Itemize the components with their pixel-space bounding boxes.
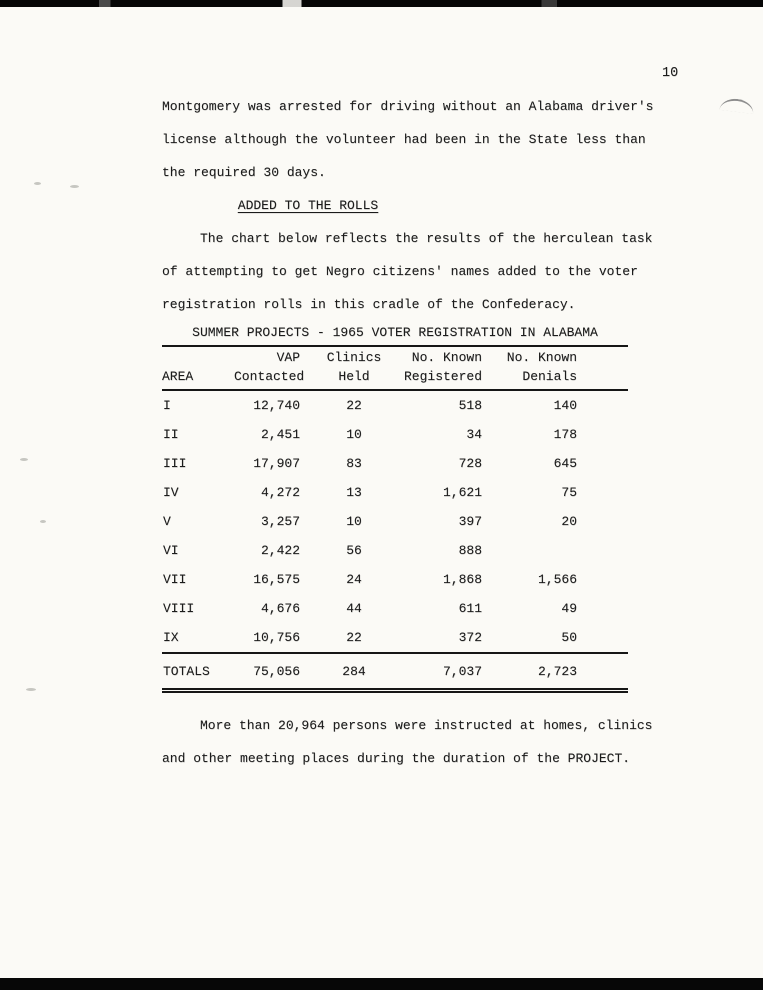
cell-area: IV (163, 485, 179, 500)
cell-denials: 1,566 (537, 572, 577, 587)
cell-registered: 372 (458, 630, 482, 645)
paragraph (162, 709, 653, 775)
header-cell-vap: Contacted (234, 367, 314, 390)
header-cell-clinics: Held (314, 367, 394, 390)
cell-clinics: 83 (346, 456, 362, 471)
paragraph-line: and other meeting places during the duration of the PROJECT. (162, 751, 631, 766)
cell-clinics: 56 (346, 543, 362, 558)
cell-denials: 645 (553, 456, 577, 471)
table-footer (162, 653, 628, 691)
header-cell (162, 348, 234, 367)
cell-denials: 50 (561, 630, 577, 645)
table-row (162, 390, 628, 420)
cell-denials: 20 (561, 514, 577, 529)
table-row (162, 420, 628, 449)
cell-vap: 10,756 (253, 630, 300, 645)
table-row (162, 623, 628, 653)
totals-row (162, 653, 628, 691)
cell-clinics: 22 (346, 630, 362, 645)
cell-area: VII (163, 572, 187, 587)
cell-area: VI (163, 543, 179, 558)
cell-spacer (584, 478, 628, 507)
cell-registered: 397 (458, 514, 482, 529)
cell-spacer (584, 623, 628, 653)
cell-clinics: 22 (346, 398, 362, 413)
cell-denials: 49 (561, 601, 577, 616)
cell-registered: 611 (458, 601, 482, 616)
scan-artifact-top (0, 0, 763, 7)
header-cell-spacer (584, 367, 628, 390)
cell-vap: 4,272 (260, 485, 300, 500)
cell-registered: 518 (458, 398, 482, 413)
cell-registered: 888 (458, 543, 482, 558)
header-cell-denials: Denials (489, 367, 584, 390)
paragraph-line: Montgomery was arrested for driving without an Alabama driver's (162, 99, 654, 114)
section-heading: ADDED TO THE ROLLS (237, 198, 379, 213)
scan-noise (34, 182, 41, 185)
table-row (162, 536, 628, 565)
cell-area: IX (163, 630, 179, 645)
cell-vap: 2,422 (260, 543, 300, 558)
table-header (162, 348, 628, 390)
page-number: 10 (662, 66, 679, 81)
cell-area: II (163, 427, 179, 442)
cell-spacer (584, 594, 628, 623)
cell-clinics: 44 (346, 601, 362, 616)
paragraph (162, 90, 654, 189)
handwritten-mark (719, 97, 754, 114)
header-cell-registered: No. Known (411, 350, 482, 365)
cell-spacer (584, 390, 628, 420)
paragraph-line: The chart below reflects the results of the herculean task (200, 231, 653, 246)
totals-spacer (584, 653, 628, 691)
cell-registered: 1,868 (442, 572, 482, 587)
header-cell-clinics: Clinics (326, 350, 382, 365)
cell-clinics: 13 (346, 485, 362, 500)
table-row (162, 565, 628, 594)
cell-spacer (584, 565, 628, 594)
header-row-top (162, 348, 628, 367)
scan-noise (40, 520, 46, 523)
totals-label: TOTALS (162, 653, 234, 691)
cell-clinics: 10 (346, 514, 362, 529)
table-title: SUMMER PROJECTS - 1965 VOTER REGISTRATION IN ALABAMA (162, 323, 628, 347)
cell-registered: 1,621 (442, 485, 482, 500)
cell-spacer (584, 536, 628, 565)
cell-spacer (584, 449, 628, 478)
cell-denials: 75 (561, 485, 577, 500)
paragraph-line: More than 20,964 persons were instructed at homes, clinics (200, 718, 653, 733)
scan-artifact-bottom (0, 978, 763, 990)
header-cell-registered: Registered (394, 367, 489, 390)
cell-area: V (163, 514, 171, 529)
cell-vap: 2,451 (260, 427, 300, 442)
table-body (162, 390, 628, 653)
cell-clinics: 24 (346, 572, 362, 587)
paragraph-line: the required 30 days. (162, 165, 326, 180)
registration-table (162, 348, 628, 693)
header-cell-area: AREA (162, 367, 234, 390)
cell-registered: 34 (466, 427, 482, 442)
cell-area: III (163, 456, 187, 471)
header-cell-spacer (584, 348, 628, 367)
cell-vap: 12,740 (253, 398, 300, 413)
paragraph (162, 222, 653, 321)
scan-noise (26, 688, 36, 691)
cell-vap: 4,676 (260, 601, 300, 616)
scan-noise (70, 185, 79, 188)
header-cell-denials: No. Known (506, 350, 577, 365)
table-row (162, 507, 628, 536)
totals-clinics: 284 (314, 653, 394, 691)
table-row (162, 449, 628, 478)
scan-noise (20, 458, 28, 461)
cell-spacer (584, 507, 628, 536)
totals-denials: 2,723 (489, 653, 584, 691)
paragraph-line: registration rolls in this cradle of the Confederacy. (162, 297, 576, 312)
paragraph-line: license although the volunteer had been in the State less than (162, 132, 646, 147)
cell-vap: 3,257 (260, 514, 300, 529)
cell-registered: 728 (458, 456, 482, 471)
cell-spacer (584, 420, 628, 449)
cell-denials (489, 536, 584, 565)
cell-denials: 178 (553, 427, 577, 442)
cell-area: I (163, 398, 171, 413)
cell-vap: 16,575 (253, 572, 300, 587)
totals-registered: 7,037 (394, 653, 489, 691)
table-row (162, 478, 628, 507)
cell-vap: 17,907 (253, 456, 300, 471)
page-content (162, 90, 654, 775)
header-cell-vap: VAP (276, 350, 300, 365)
cell-denials: 140 (553, 398, 577, 413)
totals-vap: 75,056 (234, 653, 314, 691)
registration-table-block (162, 323, 628, 693)
paragraph-line: of attempting to get Negro citizens' names added to the voter (162, 264, 638, 279)
table-row (162, 594, 628, 623)
cell-area: VIII (163, 601, 195, 616)
cell-clinics: 10 (346, 427, 362, 442)
header-row-bottom (162, 367, 628, 390)
